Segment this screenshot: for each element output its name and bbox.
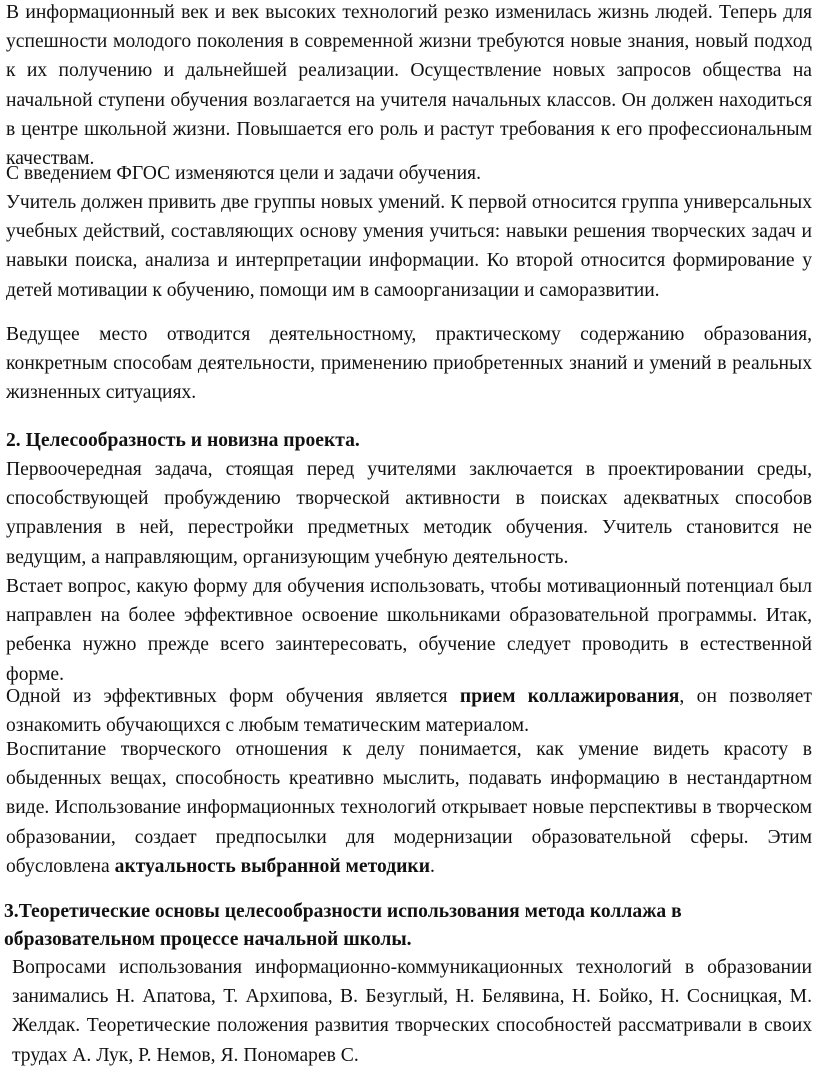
intro-paragraph-4: Ведущее место отводится деятельностному, практическому содержанию образования, конкретным способам деятельности, применению приобретенных знаний и умений в реальных жизненных ситуациях. xyxy=(6,324,812,404)
section-2-paragraph-4 xyxy=(6,735,812,881)
section-2-paragraph-2: Встает вопрос, какую форму для обучения использовать, чтобы мотивационный потенциал был направлен на более эффективное освоение школьниками образовательной программы. Итак, ребенка нужно прежде всего заинтересовать, обучение следует проводить в естественной форме. xyxy=(6,576,812,685)
section-2-paragraph-1: Первоочередная задача, стоящая перед учителями заключается в проектировании среды, способствующей пробуждению творческой активности в поисках адекватных способов управления в ней, перестройки предметных методик обучения. Учитель становится не ведущим, а направляющим, организующим учебную деятельность. xyxy=(6,459,812,568)
section-2-paragraph-3-text-a: Одной из эффективных форм обучения является xyxy=(6,686,460,707)
intro-paragraph-1: В информационный век и век высоких технологий резко изменилась жизнь людей. Теперь для успешности молодого поколения в современной жизни требуются новые знания, новый подход к их получению и дальнейшей реализации. Осуществление новых запросов общества на начальной ступени обучения возлагается на учителя начальных классов. Он должен находиться в центре школьной жизни. Повышается его роль и растут требования к его профессиональным качествам. xyxy=(6,2,812,170)
section-3-paragraph-1: Вопросами использования информационно-коммуникационных технологий в образовании занимались Н. Апатова, Т. Архипова, В. Безуглый, Н. Белявина, Н. Бойко, Н. Сосницкая, М. Желдак. Теоретические положения развития творческих способностей рассматривали в своих трудах А. Лук, Р. Немов, Я. Пономарев С. xyxy=(12,957,812,1066)
section-2-paragraph-3 xyxy=(6,682,812,740)
section-3-heading: 3.Теоретические основы целесообразности использования метода коллажа в образовательном процессе начальной школы. xyxy=(4,901,682,950)
collage-technique-emphasis: прием коллажирования xyxy=(459,686,680,707)
intro-paragraph-2: С введением ФГОС изменяются цели и задачи обучения. xyxy=(6,163,481,184)
section-2-paragraph-4-text-b: . xyxy=(429,855,435,877)
section-2-paragraph-4-text-a: Воспитание творческого отношения к делу понимается, как умение видеть красоту в обыденных вещах, способность креативно мыслить, подавать информацию в нестандартном виде. Использование информационных технологий открывает новые перспективы в творческом образовании, создает предпосылки для модернизации образовательной сферы. Этим обусловлена xyxy=(6,739,812,877)
section-2-heading: 2. Целесообразность и новизна проекта. xyxy=(6,430,360,451)
section-2-paragraph-3-text-b: , он позволяет ознакомить обучающихся с любым тематическим материалом. xyxy=(6,686,812,737)
intro-paragraph-3: Учитель должен привить две группы новых умений. К первой относится группа универсальных учебных действий, составляющих основу умения учиться: навыки решения творческих задач и навыки поиска, анализа и интерпретации информации. Ко второй относится формирование у детей мотивации к обучению, помощи им в самоорганизации и саморазвитии. xyxy=(6,192,812,301)
relevance-emphasis: актуальность выбранной методики xyxy=(114,855,430,877)
